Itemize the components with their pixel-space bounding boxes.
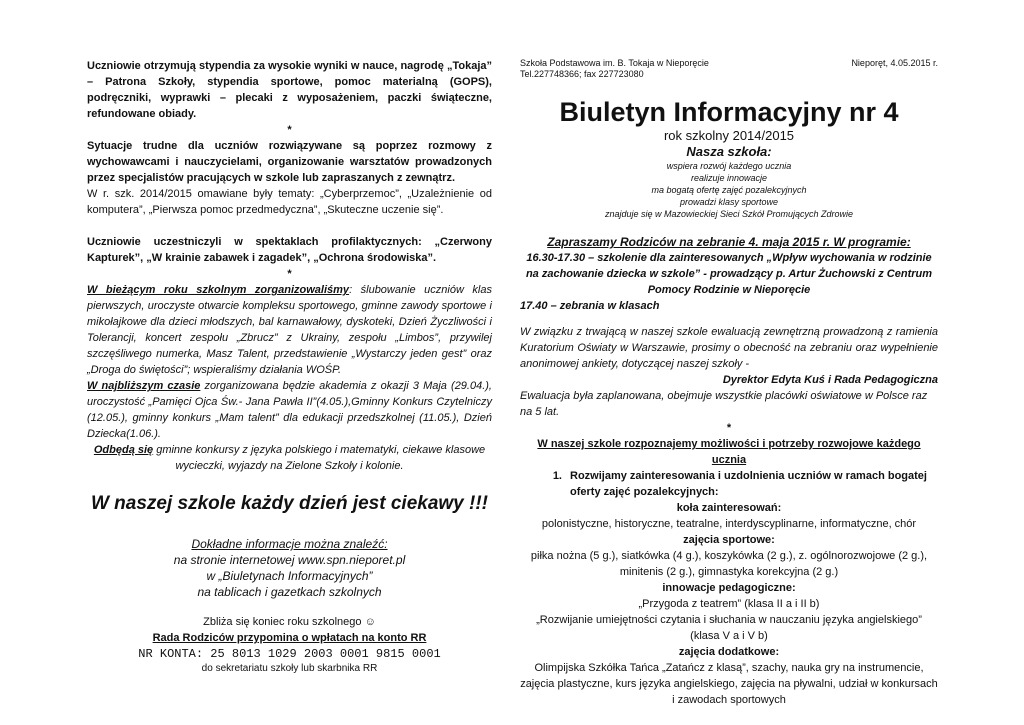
school-name: Szkoła Podstawowa im. B. Tokaja w Nieporęcie — [520, 58, 709, 68]
school-year: rok szkolny 2014/2015 — [663, 128, 795, 143]
issue-date: Nieporęt, 4.05.2015 r. — [851, 58, 938, 68]
letterhead — [520, 58, 938, 69]
extra-activities-heading: zajęcia dodatkowe: — [678, 646, 780, 658]
list-item-number: 1. — [552, 470, 562, 482]
innovation-item: (klasa V a i V b) — [690, 630, 768, 642]
organized-paragraph — [87, 282, 492, 378]
separator-star: * — [287, 268, 292, 280]
list-item — [520, 468, 938, 500]
evaluation-paragraph: W związku z trwającą w naszej szkole ewaluacją zewnętrzną prowadzoną z ramienia Kuratorium Oświaty w Warszawie, prosimy o obecność na zebraniu oraz wypełnienie anonimowej ankiety, dotyczącej naszej szkoły - — [520, 326, 938, 370]
upcoming-rest: zorganizowana będzie akademia z okazji 3 Maja (29.04.), uroczystość „Pamięci Ojca Św.- Jana Pawła II”(4.05.),Gminny Konkurs Czytelniczy (12.05.), gminny konkurs „Mam talent” dla edukacji przedszkolnej (11.05.), Dzień Dziecka(1.06.). — [87, 380, 492, 440]
evaluation-note: Ewaluacja była zaplanowana, obejmuje wszystkie placówki oświatowe w Polsce raz na 5 lat. — [520, 390, 928, 418]
evaluation-signature: Dyrektor Edyta Kuś i Rada Pedagogiczna — [722, 374, 938, 386]
info-bulletins: w „Biuletynach Informacyjnych” — [206, 569, 373, 583]
sports-heading: zajęcia sportowe: — [683, 534, 775, 546]
extra-activities-list: Olimpijska Szkółka Tańca „Zatańcz z klasą”, szachy, nauka gry na instrumencie, — [534, 662, 924, 674]
info-heading: Dokładne informacje można znaleźć: — [191, 537, 388, 551]
competitions-paragraph — [87, 442, 492, 474]
bank-account-note: do sekretariatu szkoły lub skarbnika RR — [201, 663, 378, 674]
separator-star: * — [287, 124, 292, 136]
left-column — [87, 58, 492, 675]
innovations-heading: innowacje pedagogiczne: — [662, 582, 796, 594]
motto-line: wspiera rozwój każdego ucznia — [666, 161, 792, 171]
contact-phone: Tel.227748366; fax 227723080 — [520, 69, 644, 79]
separator-star: * — [726, 422, 732, 434]
motto-line: znajduje się w Mazowieckiej Sieci Szkół Promujących Zdrowie — [604, 209, 854, 219]
motto-line: prowadzi klasy sportowe — [679, 197, 779, 207]
upcoming-lead: W najbliższym czasie — [87, 380, 201, 392]
upcoming-paragraph — [87, 378, 492, 442]
extra-activities-list: zajęcia plastyczne, kurs języka angielskiego, zajęcia na pływalni, udział w konkursach — [520, 678, 938, 690]
motto-line: ma bogatą ofertę zajęć pozalekcyjnych — [651, 185, 807, 195]
meeting-invitation-heading: Zapraszamy Rodziców na zebranie 4. maja 2015 r. W programie: — [547, 235, 911, 249]
end-of-year-note: Zbliża się koniec roku szkolnego ☺ — [203, 616, 376, 628]
sports-list: piłka nożna (5 g.), siatkówka (4 g.), koszykówka (2 g.), z. ogólnorozwojowe (2 g.), — [530, 550, 928, 562]
topics-paragraph: W r. szk. 2014/2015 omawiane były tematy: „Cyberprzemoc”, „Uzależnienie od komputera”, „Pierwsza pomoc przedmedyczna”, „Skuteczne uczenie się”. — [87, 188, 492, 216]
page-title: Biuletyn Informacyjny nr 4 — [559, 97, 899, 127]
difficult-situations-paragraph: Sytuacje trudne dla uczniów rozwiązywane są poprzez rozmowy z wychowawcami i nauczycielami, organizowanie warsztatów prowadzonych przez specjalistów pracujących w szkole lub zapraszanych z zewnątrz. — [87, 140, 492, 184]
extra-activities-list: i zawodach sportowych — [672, 694, 786, 706]
competitions-lead: Odbędą się — [93, 444, 154, 456]
our-school-heading: Nasza szkoła: — [686, 144, 772, 159]
clubs-list: polonistyczne, historyczne, teatralne, interdyscyplinarne, informatyczne, chór — [541, 518, 917, 530]
scholarships-paragraph: Uczniowie otrzymują stypendia za wysokie wyniki w nauce, nagrodę „Tokaja” – Patrona Szkoły, stypendia sportowe, pomoc materialną (GOPS), podręczniki, wyprawki – plecaki z wyposażeniem, paczki świąteczne, refundowane obiady. — [87, 60, 492, 120]
bank-account-number: NR KONTA: 25 8013 1029 2003 0001 9815 0001 — [138, 647, 441, 661]
motto-line: realizuje innowacje — [690, 173, 768, 183]
clubs-heading: koła zainteresowań: — [676, 502, 782, 514]
parents-council-heading: Rada Rodziców przypomina o wpłatach na konto RR — [152, 632, 427, 644]
school-slogan: W naszej szkole każdy dzień jest ciekawy !!! — [90, 493, 489, 514]
innovation-item: „Rozwijanie umiejętności czytania i słuchania w nauczaniu języka angielskiego” — [536, 614, 922, 626]
performances-paragraph: Uczniowie uczestniczyli w spektaklach profilaktycznych: „Czerwony Kapturek”, „W krainie zabawek i zagadek”, „Ochrona środowiska”. — [87, 236, 492, 264]
needs-heading: W naszej szkole rozpoznajemy możliwości i potrzeby rozwojowe każdego ucznia — [537, 438, 921, 466]
list-item-text: Rozwijamy zainteresowania i uzdolnienia uczniów w ramach bogatej oferty zajęć pozalekcyjnych: — [570, 470, 927, 498]
organized-rest: : ślubowanie uczniów klas pierwszych, uroczyste otwarcie kompleksu sportowego, gminne zawody sportowe i mikołajkowe dla dzieci młodszych, bal karnawałowy, dyskoteki, Dzień Życzliwości i Tolerancji, koncert zespołu „Zbrucz” z Ukrainy, zespołu „Limbos”, przywilej szczęśliwego numerka, Masz Talent, przedstawienie „Wystarczy jeden gest” oraz „Droga do świętości”; wspieraliśmy działania WOŚP. — [87, 284, 492, 376]
right-column — [520, 58, 938, 708]
sports-list: minitenis (2 g.), gimnastyka korekcyjna (2 g.) — [619, 566, 839, 578]
info-website: na stronie internetowej www.spn.nieporet.pl — [173, 553, 406, 567]
info-boards: na tablicach i gazetkach szkolnych — [197, 585, 382, 599]
competitions-rest: gminne konkursy z języka polskiego i matematyki, ciekawe klasowe wycieczki, wyjazdy na Zielone Szkoły i kolonie. — [153, 444, 486, 472]
organized-lead: W bieżącym roku szkolnym zorganizowaliśmy — [87, 284, 350, 296]
innovation-item: „Przygoda z teatrem” (klasa II a i II b) — [638, 598, 820, 610]
meeting-class-sessions: 17.40 – zebrania w klasach — [520, 300, 660, 312]
meeting-training: 16.30-17.30 – szkolenie dla zainteresowanych „Wpływ wychowania w rodzinie na zachowanie dziecka w szkole” - prowadzący p. Artur Żuchowski z Centrum Pomocy Rodzinie w Nieporęcie — [525, 252, 933, 296]
